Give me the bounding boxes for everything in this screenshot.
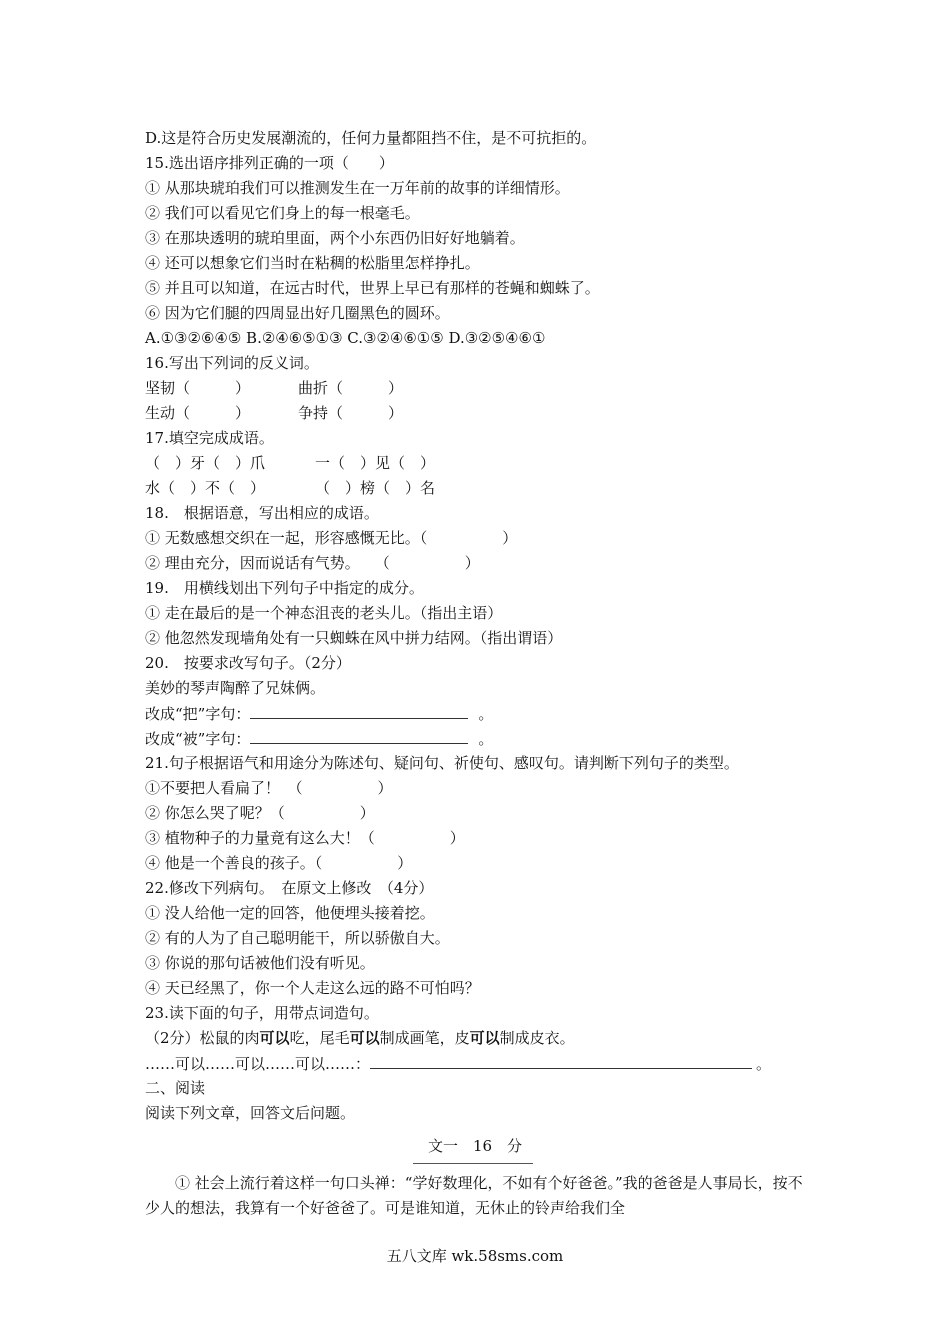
q21-item: ② 你怎么哭了呢？（ ） bbox=[145, 804, 375, 822]
title-divider bbox=[413, 1163, 533, 1164]
reading-instruction: 阅读下列文章，回答文后问题。 bbox=[145, 1104, 356, 1122]
answer-line[interactable] bbox=[250, 726, 468, 744]
q21-item: ①不要把人看扁了！ （ ） bbox=[145, 779, 393, 797]
period: 。 bbox=[478, 705, 494, 723]
ba-label: 改成“把”字句： bbox=[145, 705, 251, 723]
answer-line[interactable] bbox=[250, 701, 468, 719]
q16-question: 16.写出下列词的反义词。 bbox=[145, 354, 319, 372]
q20-bei-row bbox=[145, 726, 493, 750]
q19-item: ② 他忽然发现墙角处有一只蜘蛛在风中拼力结网。（指出谓语） bbox=[145, 629, 563, 647]
q22-question: 22.修改下列病句。 在原文上修改 （4分） bbox=[145, 879, 434, 897]
q15-item: ⑤ 并且可以知道，在远古时代，世界上早已有那样的苍蝇和蜘蛛了。 bbox=[145, 279, 600, 297]
q21-item: ④ 他是一个善良的孩子。（ ） bbox=[145, 854, 413, 872]
q19-question: 19. 用横线划出下列句子中指定的成分。 bbox=[145, 579, 424, 597]
article-paragraph: ① 社会上流行着这样一句口头禅：“学好数理化，不如有个好爸爸。”我的爸爸是人事局长，按不少人的想法，我算有一个好爸爸了。可是谁知道，无休止的铃声给我们全 bbox=[145, 1174, 803, 1217]
q22-item: ③ 你说的那句话被他们没有听见。 bbox=[145, 954, 375, 972]
q15-question: 15.选出语序排列正确的一项（ ） bbox=[145, 154, 394, 172]
q15-item: ④ 还可以想象它们当时在粘稠的松脂里怎样挣扎。 bbox=[145, 254, 480, 272]
q23-pattern-row bbox=[145, 1051, 771, 1075]
q15-item: ③ 在那块透明的琥珀里面，两个小东西仍旧好好地躺着。 bbox=[145, 229, 525, 247]
article-title: 文一 16 分 bbox=[427, 1137, 523, 1155]
q15-options: A.①③②⑥④⑤ B.②④⑥⑤①③ C.③②④⑥①⑤ D.③②⑤④⑥① bbox=[145, 329, 546, 347]
q17-row2 bbox=[145, 476, 435, 500]
antonym-blank: 坚韧（ ） bbox=[145, 379, 251, 397]
q18-item: ② 理由充分，因而说话有气势。 （ ） bbox=[145, 554, 480, 572]
q20-question: 20. 按要求改写句子。（2分） bbox=[145, 654, 351, 672]
period: 。 bbox=[478, 730, 494, 748]
q15-item: ⑥ 因为它们腿的四周显出好几圈黑色的圆环。 bbox=[145, 304, 450, 322]
idiom-blank: 一（ ）见（ ） bbox=[315, 454, 436, 472]
q15-item: ② 我们可以看见它们身上的每一根毫毛。 bbox=[145, 204, 420, 222]
antonym-blank: 争持（ ） bbox=[298, 404, 404, 422]
q18-item: ① 无数感想交织在一起，形容感慨无比。（ ） bbox=[145, 529, 518, 547]
q23-sentence bbox=[145, 1026, 575, 1050]
answer-line[interactable] bbox=[370, 1051, 752, 1069]
q22-item: ① 没人给他一定的回答，他便埋头接着挖。 bbox=[145, 904, 435, 922]
pattern-label: ……可以……可以……可以……： bbox=[145, 1055, 371, 1073]
sentence-part: 制成皮衣。 bbox=[499, 1029, 575, 1047]
q16-row1 bbox=[145, 376, 403, 400]
sentence-part: （2分）松鼠的肉 bbox=[145, 1029, 260, 1047]
sentence-part: 制成画笔，皮 bbox=[379, 1029, 470, 1047]
footer-watermark: 五八文库 wk.58sms.com bbox=[386, 1247, 564, 1265]
q17-question: 17.填空完成成语。 bbox=[145, 429, 274, 447]
dotted-word: 可以 bbox=[259, 1029, 290, 1047]
q19-item: ① 走在最后的是一个神态沮丧的老头儿。（指出主语） bbox=[145, 604, 503, 622]
q16-row2 bbox=[145, 401, 403, 425]
dotted-word: 可以 bbox=[469, 1029, 500, 1047]
q22-item: ④ 天已经黑了，你一个人走这么远的路不可怕吗？ bbox=[145, 979, 480, 997]
q14-option-d: D.这是符合历史发展潮流的，任何力量都阻挡不住，是不可抗拒的。 bbox=[145, 129, 597, 147]
idiom-blank: 水（ ）不（ ） bbox=[145, 479, 266, 497]
q18-question: 18. 根据语意，写出相应的成语。 bbox=[145, 504, 379, 522]
q22-item: ② 有的人为了自己聪明能干，所以骄傲自大。 bbox=[145, 929, 450, 947]
antonym-blank: 曲折（ ） bbox=[298, 379, 404, 397]
antonym-blank: 生动（ ） bbox=[145, 404, 251, 422]
period: 。 bbox=[756, 1055, 772, 1073]
q17-row1 bbox=[145, 451, 435, 475]
q23-question: 23.读下面的句子，用带点词造句。 bbox=[145, 1004, 379, 1022]
q20-ba-row bbox=[145, 701, 493, 725]
q21-item: ③ 植物种子的力量竟有这么大！（ ） bbox=[145, 829, 465, 847]
idiom-blank: （ ）牙（ ）爪 bbox=[145, 454, 266, 472]
q21-question: 21.句子根据语气和用途分为陈述句、疑问句、祈使句、感叹句。请判断下列句子的类型。 bbox=[145, 754, 739, 772]
idiom-blank: （ ）榜（ ）名 bbox=[315, 479, 436, 497]
dotted-word: 可以 bbox=[349, 1029, 380, 1047]
sentence-part: 吃，尾毛 bbox=[289, 1029, 350, 1047]
section-heading: 二、阅读 bbox=[145, 1079, 206, 1097]
q20-sentence: 美妙的琴声陶醉了兄妹俩。 bbox=[145, 679, 326, 697]
q15-item: ① 从那块琥珀我们可以推测发生在一万年前的故事的详细情形。 bbox=[145, 179, 570, 197]
bei-label: 改成“被”字句： bbox=[145, 730, 251, 748]
